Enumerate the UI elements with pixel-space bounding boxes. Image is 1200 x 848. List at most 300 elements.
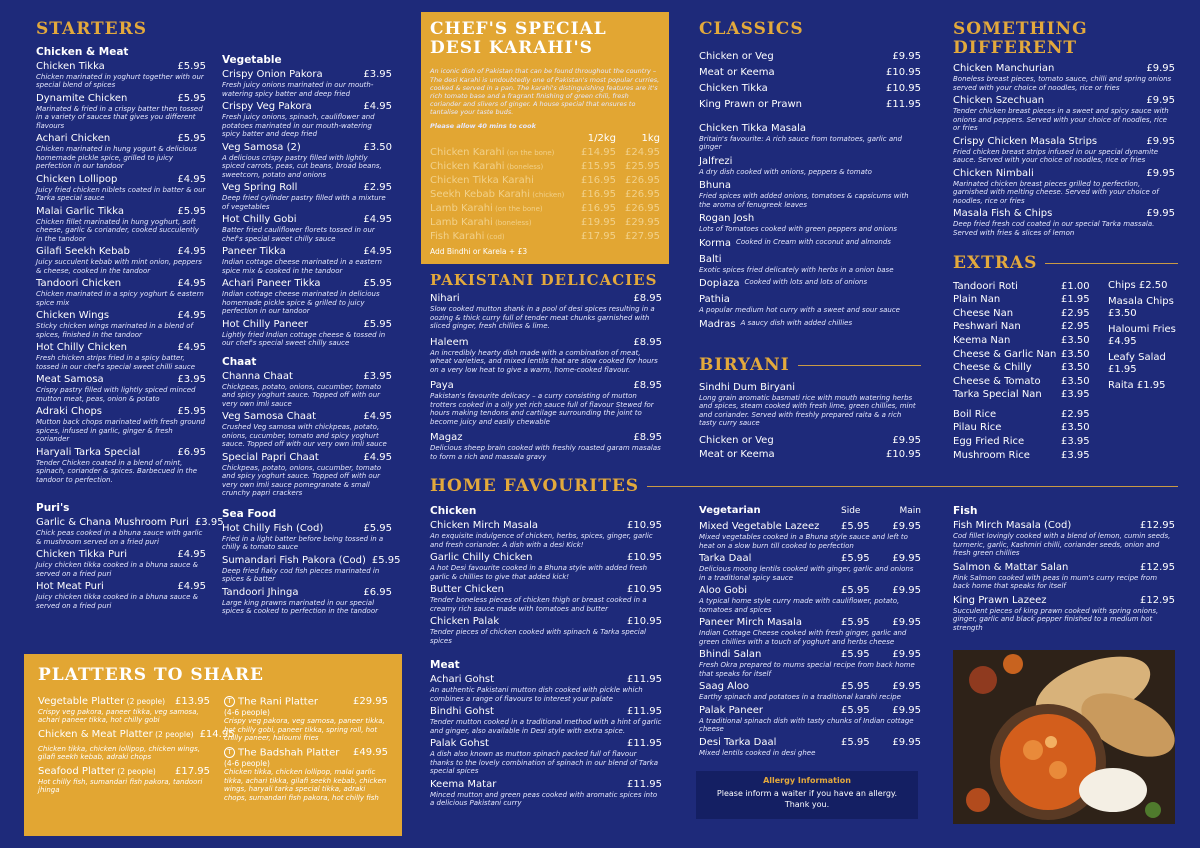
food-illustration (953, 650, 1175, 824)
delicacies-title: PAKISTANI DELICACIES (430, 271, 658, 289)
platter-row (38, 696, 210, 708)
extra-row (953, 388, 1108, 402)
menu-item (222, 554, 401, 584)
menu-item-row (36, 374, 206, 386)
extra-price: £4.95 (1108, 335, 1137, 347)
menu-item (36, 374, 206, 403)
extra-price: £3.50 (1061, 334, 1090, 346)
menu-item-row (953, 95, 1175, 107)
menu-item (36, 93, 206, 131)
item-price: £12.95 (1140, 594, 1175, 606)
item-name: Veg Samosa Chaat (222, 411, 317, 422)
item-price: £4.95 (177, 310, 206, 322)
extra-name: Egg Fried Rice (953, 436, 1025, 448)
veg-heading: Vegetarian (699, 505, 761, 516)
karahi-tag: (boneless) (492, 219, 532, 228)
veg-main-price: £9.95 (892, 553, 921, 564)
menu-item-row (222, 101, 392, 113)
platter-desc: Chicken tikka, chicken lollipop, malai garlic tikka, achari tikka, gilafi seekh kebab, chicken wings, haryali tarka special tikka, adraki chops, sumandari fish pakora, hot chilly fish (224, 768, 387, 802)
chicken-meat-list (36, 61, 206, 485)
veg-name: Tarka Daal (699, 553, 752, 564)
extra-price: £3.95 (1061, 436, 1090, 448)
classic-price-name: Chicken or Veg (699, 50, 774, 62)
karahi-name-wrap (430, 160, 572, 174)
classics-price-list (699, 49, 921, 113)
karahi-name: Fish Karahi (430, 231, 485, 243)
biryani-name: Sindhi Dum Biryani (699, 381, 795, 393)
different-section (953, 20, 1175, 245)
classic-dish-row (699, 156, 921, 168)
sides-list (1108, 280, 1178, 463)
item-name: Channa Chaat (222, 370, 293, 382)
classic-price-row (699, 81, 921, 97)
item-name: Sumandari Fish Pakora (Cod) (222, 554, 366, 566)
item-price: £5.95 (177, 406, 206, 418)
veg-side-price: £5.95 (841, 681, 870, 692)
karahi-header-row (430, 132, 660, 146)
item-name: Chicken Tikka (36, 60, 105, 72)
menu-item (36, 310, 206, 339)
menu-item (36, 447, 206, 485)
platter-desc: Crispy veg pakora, veg samosa, paneer tikka, hot chilly gobi, paneer tikka, spring roll, hot chilly paneer, haloumi fries (224, 717, 385, 743)
item-price: £12.95 (1140, 520, 1175, 531)
fish-heading: Fish (953, 505, 978, 517)
karahi-tag: (on the bone) (504, 149, 555, 158)
extra-row (953, 449, 1108, 463)
classic-dish (699, 254, 921, 275)
platter-name: Chicken & Meat Platter (38, 728, 153, 740)
item-desc: Indian cottage cheese marinated in delicious homemade pickle spice & grilled to juicy perfection in our tandoor (222, 290, 380, 315)
extra-row (953, 408, 1108, 422)
item-price: £8.95 (633, 293, 662, 305)
classic-price-name: King Prawn or Prawn (699, 98, 803, 110)
allergy-info (696, 771, 918, 819)
classics-title: CLASSICS (699, 19, 804, 39)
extra-price: £2.95 (1061, 321, 1090, 333)
platter-name-wrap (224, 696, 318, 709)
veg-desc: A typical home style curry made with cauliflower, potato, tomatoes and spices (699, 597, 900, 614)
veg-side-price: £5.95 (841, 704, 870, 716)
classic-dish-desc: Britain's favourite: A rich sauce from tomatoes, garlic and ginger (699, 134, 902, 152)
classic-dish-name: Jalfrezi (699, 155, 733, 167)
veg-side-price: £5.95 (841, 585, 870, 596)
platter-item (38, 766, 210, 795)
item-desc: Fresh juicy onions, spinach, cauliflower and potatoes marinated in our mouth-watering spicy batter and deep fried (222, 113, 375, 138)
platter-note: (4-6 people) (224, 759, 270, 769)
platter-row (224, 747, 388, 760)
menu-item-row (430, 584, 662, 596)
extra-price: £3.95 (1061, 389, 1090, 401)
main-label: Main (899, 506, 921, 516)
extra-price: £1.95 (1136, 379, 1166, 391)
home-meat-list (430, 674, 662, 808)
menu-item-row (222, 523, 392, 535)
menu-item-row (953, 562, 1175, 574)
extra-price: £3.50 (1061, 348, 1090, 360)
home-fish (953, 505, 1175, 645)
karahi-name: Chicken Karahi (430, 161, 505, 173)
item-price: £4.95 (363, 214, 392, 225)
menu-item-row (222, 587, 392, 599)
veg-desc: Delicious moong lentils cooked with ginger, garlic and onions in a traditional spicy sauce (699, 565, 914, 582)
item-name: Malai Garlic Tikka (36, 205, 124, 217)
item-desc: Chicken marinated in hung yogurt & delicious homemade pickle spice, grilled to juicy perfection in our tandoor (36, 145, 197, 171)
item-desc: Large king prawns marinated in our special spices & cooked to perfection in the tandoor (222, 598, 378, 615)
item-desc: Tender pieces of chicken cooked with spinach & Tarka special spices (430, 628, 646, 645)
veg-main-price: £9.95 (892, 521, 921, 532)
chaat-heading: Chaat (222, 355, 257, 368)
menu-item (953, 168, 1175, 206)
menu-item (430, 616, 662, 645)
extra-name: Tarka Special Nan (953, 389, 1042, 401)
item-name: Chicken Manchurian (953, 63, 1055, 75)
item-desc: Batter fried cauliflower florets tossed in our chef's special sweet chilly sauce (222, 226, 375, 243)
menu-item-row (953, 63, 1175, 75)
item-price: £4.95 (363, 411, 392, 422)
menu-item-row (430, 738, 662, 750)
item-price: £10.95 (627, 520, 662, 531)
karahi-title: CHEF'S SPECIAL DESI KARAHI'S (430, 19, 607, 58)
platter-desc: Chicken tikka, chicken lollipop, chicken wings, gilafi seekh kebab, adraki chops (38, 744, 200, 762)
menu-item-row (953, 168, 1175, 180)
veg-row (699, 585, 921, 597)
item-desc: Deep fried flaky cod fish pieces marinated in spices & batter (222, 566, 380, 583)
menu-item (430, 432, 662, 461)
vegetable-list (222, 69, 392, 348)
puris-heading: Puri's (36, 502, 70, 515)
item-name: Hot Chilly Gobi (222, 214, 297, 225)
menu-item-row (222, 214, 392, 226)
item-name: Chicken Mirch Masala (430, 520, 539, 531)
classic-dish-name: Dopiaza (699, 278, 740, 290)
veg-name: Mixed Vegetable Lazeez (699, 521, 820, 532)
biryani-name-row (699, 382, 921, 394)
item-desc: An authentic Pakistani mutton dish cooked with pickle which combines a range of flavours to interest your palate (430, 686, 643, 703)
menu-item (222, 101, 392, 139)
platter-row (38, 766, 210, 778)
item-desc: Juicy fried chicken niblets coated in batter & our Tarka special sauce (36, 185, 206, 203)
karahi-row (430, 160, 660, 174)
item-price: £5.95 (363, 318, 392, 330)
classic-dish-name: Madras (699, 318, 736, 330)
item-price: £9.95 (1146, 208, 1175, 220)
karahi-tag: (cod) (484, 233, 505, 242)
extras-heading (953, 254, 1178, 274)
item-price: £4.95 (177, 342, 206, 354)
veg-main-price: £9.95 (892, 649, 921, 660)
karahi-half-price: £16.95 (581, 203, 616, 215)
item-price: £3.95 (363, 69, 392, 80)
menu-item (430, 779, 662, 808)
platter-note: (2 people) (124, 696, 166, 706)
classic-dish-name: Rogan Josh (699, 213, 755, 225)
classic-dish-row (699, 254, 921, 266)
menu-item-row (36, 246, 206, 258)
item-price: £10.95 (627, 616, 662, 627)
platter-name: The Badshah Platter (238, 747, 340, 759)
item-name: Bindhi Gohst (430, 706, 494, 717)
veg-side-price: £5.95 (841, 736, 870, 748)
veg-item (699, 705, 921, 734)
platter-item (224, 696, 388, 743)
item-name: Adraki Chops (36, 406, 102, 418)
menu-item (222, 587, 392, 616)
food-photo (953, 650, 1175, 824)
menu-item (222, 411, 392, 449)
extras-rule (1045, 263, 1178, 264)
item-name: Paneer Tikka (222, 246, 286, 257)
karahi-name-wrap (430, 230, 572, 244)
classic-dish-desc: Lots of Tomatoes cooked with green peppers and onions (699, 225, 898, 234)
extra-row (953, 348, 1108, 362)
home-rule (647, 486, 1178, 487)
menu-item-row (36, 133, 206, 145)
karahi-row (430, 146, 660, 160)
platter-row (38, 728, 235, 741)
allergy-title: Allergy Information (763, 776, 851, 785)
menu-item-row (36, 61, 206, 73)
veg-row (699, 705, 921, 717)
platter-item (38, 728, 235, 741)
platter-note: (4-6 people) (224, 708, 270, 718)
home-meat-heading: Meat (430, 659, 460, 671)
item-desc: Sticky chicken wings marinated in a blend of spices, finished in the tandoor (36, 322, 193, 339)
extra-price: £3.50 (1061, 362, 1090, 374)
menu-item (430, 584, 662, 613)
veg-main-price: £9.95 (892, 585, 921, 596)
classic-price: £11.95 (886, 98, 921, 110)
fish-list (953, 520, 1175, 632)
home-heading (430, 477, 1178, 499)
extra-side (1108, 296, 1178, 320)
item-desc: A hot Desi favourite cooked in a Bhuna style with added fresh garlic & chillies to give that added kick! (430, 564, 648, 581)
extra-price: £2.95 (1061, 307, 1090, 319)
item-name: Gilafi Seekh Kebab (36, 246, 130, 258)
starters-col-2 (222, 48, 401, 648)
item-name: Hot Chilly Paneer (222, 318, 308, 330)
item-price: £8.95 (633, 432, 662, 444)
menu-item-row (222, 69, 392, 81)
item-name: Masala Fish & Chips (953, 208, 1053, 220)
delicacies-list (430, 293, 662, 461)
veg-name: Saag Aloo (699, 681, 749, 692)
biryani-heading (699, 356, 921, 376)
veg-item (699, 585, 921, 614)
extra-name: Cheese Nan (953, 307, 1014, 319)
menu-item-row (222, 319, 392, 331)
menu-item-row (430, 552, 662, 564)
platter-price: £17.95 (175, 765, 210, 777)
karahi-half-price: £14.95 (581, 147, 616, 159)
menu-item-row (222, 182, 392, 194)
menu-item-row (222, 278, 392, 290)
karahi-full-price: £29.95 (625, 217, 660, 229)
platter-name-wrap (38, 696, 165, 708)
menu-item-row (36, 174, 206, 186)
item-price: £11.95 (627, 738, 662, 749)
item-price: £5.95 (177, 133, 206, 145)
classic-dish-inline: A saucy dish with added chillies (740, 318, 853, 327)
menu-item (430, 706, 662, 735)
karahi-list (430, 146, 660, 244)
menu-item (222, 523, 392, 552)
extra-price: £1.00 (1061, 280, 1090, 292)
item-desc: Fresh chicken strips fried in a spicy batter, tossed in our chef's special sweet chilli sauce (36, 354, 196, 371)
karahi-half-price: £16.95 (581, 189, 616, 201)
veg-desc: Indian Cottage Cheese cooked with fresh ginger, garlic and green chillies with a touch of yoghurt and herbs cheese (699, 629, 907, 646)
extra-row (953, 435, 1108, 449)
karahi-panel (421, 12, 669, 264)
extra-side (1108, 380, 1178, 392)
extra-name: Chips (1108, 279, 1139, 291)
item-desc: Chicken marinated in yoghurt together with our special blend of spices (36, 72, 204, 90)
item-price: £4.95 (363, 451, 392, 463)
classic-dish-name: Korma (699, 237, 731, 249)
karahi-full-price: £25.95 (625, 161, 660, 173)
extra-price: £1.95 (1061, 294, 1090, 306)
veg-name: Paneer Mirch Masala (699, 617, 802, 628)
classic-dish-desc: Exotic spices fried delicately with herbs in a onion base (699, 265, 894, 274)
item-desc: Marinated chicken breast pieces grilled to perfection, garnished with melting cheese. Served with your choice of noodles, rice or fries (953, 179, 1159, 205)
item-price: £4.95 (177, 173, 206, 185)
menu-item-row (953, 520, 1175, 532)
extra-name: Plain Nan (953, 294, 1001, 306)
item-name: Chicken Palak (430, 616, 500, 627)
platter-note: (2 people) (114, 766, 156, 776)
platter-item (38, 745, 210, 762)
veg-side-price: £5.95 (841, 553, 870, 564)
classic-dish-name: Pathia (699, 294, 730, 306)
menu-item (222, 142, 392, 180)
extra-row (953, 361, 1108, 375)
extra-name: Leafy Salad (1108, 351, 1166, 363)
item-price: £3.95 (194, 517, 224, 529)
item-name: Haryali Tarka Special (36, 446, 141, 458)
karahi-row (430, 174, 660, 188)
extra-price: £3.50 (1061, 375, 1090, 387)
platter-name-wrap (38, 729, 194, 741)
menu-item-row (36, 278, 206, 290)
karahi-full-price: £27.95 (625, 231, 660, 243)
menu-item (953, 95, 1175, 133)
menu-item-row (430, 520, 662, 532)
menu-item (222, 319, 392, 348)
karahi-half-price: £16.95 (581, 175, 616, 187)
veg-row (699, 617, 921, 629)
item-price: £4.95 (177, 278, 206, 290)
classic-dish-desc: A dry dish cooked with onions, peppers & tomato (699, 167, 872, 176)
classic-dish-name: Bhuna (699, 180, 732, 192)
veg-desc: Fresh Okra prepared to mums special recipe from back home that speaks for itself (699, 661, 915, 678)
veg-row (699, 737, 921, 749)
platters-col-2 (224, 696, 388, 807)
menu-item-row (953, 136, 1175, 148)
item-desc: An incredibly hearty dish made with a combination of meat, wheat varieties, and mixed lentils that are slow cooked for hours on a very low heat to give a warm, home-cooked flavour. (430, 348, 658, 374)
starters-title: STARTERS (36, 19, 148, 39)
item-name: Crispy Veg Pakora (222, 101, 312, 112)
menu-item (222, 278, 392, 316)
classic-dish (699, 213, 921, 234)
classic-dish (699, 294, 921, 315)
extra-side (1108, 280, 1178, 292)
extra-price: £3.50 (1061, 422, 1090, 434)
item-price: £5.95 (177, 60, 206, 72)
item-name: Chicken Wings (36, 310, 110, 322)
biryani-section (699, 356, 921, 468)
item-name: Hot Chilly Chicken (36, 342, 128, 354)
menu-item (36, 61, 206, 90)
item-name: Hot Chilly Fish (Cod) (222, 522, 324, 534)
item-desc: Cod fillet lovingly cooked with a blend of lemon, cumin seeds, turmeric, garlic, Kashmiri chilli, coriander seeds, onion and fresh green chillies (953, 532, 1171, 557)
platter-price: £13.95 (175, 695, 210, 707)
classic-dish-row (699, 319, 921, 331)
veg-desc: Earthy spinach and potatoes in a traditional karahi recipe (699, 693, 901, 701)
item-desc: Crispy pastry filled with lightly spiced minced mutton meat, peas, onion & potato (36, 386, 196, 403)
different-list (953, 63, 1175, 237)
item-price: £4.95 (177, 549, 206, 561)
veg-name: Desi Tarka Daal (699, 736, 777, 748)
karahi-row (430, 230, 660, 244)
biryani-desc: Long grain aromatic basmati rice with mouth watering herbs and spices, steam cooked with fresh lime, green chillies, mint and coriander. Served with freshly prepared raita & a rich tasty curry sauce (699, 393, 916, 428)
item-desc: Pakistan's favourite delicacy – a curry consisting of mutton trotters cooked in a oily yet rich sauce full of flavour Stewed for hours making tendons and cartilage surrounding the joint to become juicy and easily chewable (430, 392, 654, 426)
veg-main-price: £9.95 (892, 736, 921, 748)
menu-item (36, 581, 206, 610)
menu-item (953, 208, 1175, 237)
classic-price-row (699, 97, 921, 113)
item-name: Fish Mirch Masala (Cod) (953, 520, 1072, 531)
menu-item-row (222, 246, 392, 258)
veg-item (699, 681, 921, 702)
item-desc: Marinated & fried in a crispy batter then tossed in a variety of sauces that gives you different flavours (36, 104, 203, 130)
menu-item-row (430, 674, 662, 686)
menu-item (953, 562, 1175, 591)
veg-desc: Mixed lentils cooked in desi ghee (699, 748, 816, 757)
extra-name: Peshwari Nan (953, 321, 1021, 333)
classic-dish-row (699, 213, 921, 225)
item-price: £3.50 (363, 141, 392, 153)
classic-dish-desc: Fried spices with added onions, tomatoes & capsicums with the aroma of fenugreek leaves (699, 192, 909, 209)
extra-row (953, 375, 1108, 389)
item-desc: Tender boneless pieces of chicken thigh or breast cooked in a creamy rich sauce made with tomatoes and butter (430, 596, 647, 613)
menu-item-row (222, 371, 392, 383)
karahi-tag: (boneless) (504, 163, 544, 172)
menu-item-row (430, 337, 662, 349)
item-price: £8.95 (633, 336, 662, 348)
menu-item-row (36, 447, 206, 459)
item-name: Keema Matar (430, 778, 497, 790)
item-name: Veg Samosa (2) (222, 141, 301, 153)
item-desc: Deep fried fresh cod coated in our special Tarka massala. Served with fries & slices of lemon (953, 220, 1155, 237)
veg-name: Palak Paneer (699, 704, 764, 716)
item-name: Chicken Szechuan (953, 95, 1045, 107)
item-name: Salmon & Mattar Salan (953, 561, 1069, 573)
menu-item-row (36, 517, 224, 529)
different-title: SOMETHING DIFFERENT (953, 19, 1088, 58)
item-desc: Tender chicken breast pieces in a sweet and spicy sauce with onions and peppers. Served with your choice of noodles, rice or fries (953, 107, 1169, 133)
seafood-heading: Sea Food (222, 507, 277, 520)
extra-name: Raita (1108, 379, 1137, 391)
menu-item-row (36, 310, 206, 322)
menu-item-row (953, 595, 1175, 607)
platter-row (224, 696, 388, 709)
menu-item-row (222, 452, 392, 464)
classic-price-row (699, 49, 921, 65)
item-name: Chicken Lollipop (36, 173, 118, 185)
item-desc: Fresh juicy onions marinated in our mouth-watering spicy batter and deep fried (222, 81, 374, 98)
item-desc: Chickpeas, potato, onions, cucumber, tomato and spicy yoghurt sauce. Topped off with our very own imli sauce (222, 382, 382, 408)
karahi-name-wrap (430, 146, 572, 160)
karahi-row (430, 202, 660, 216)
